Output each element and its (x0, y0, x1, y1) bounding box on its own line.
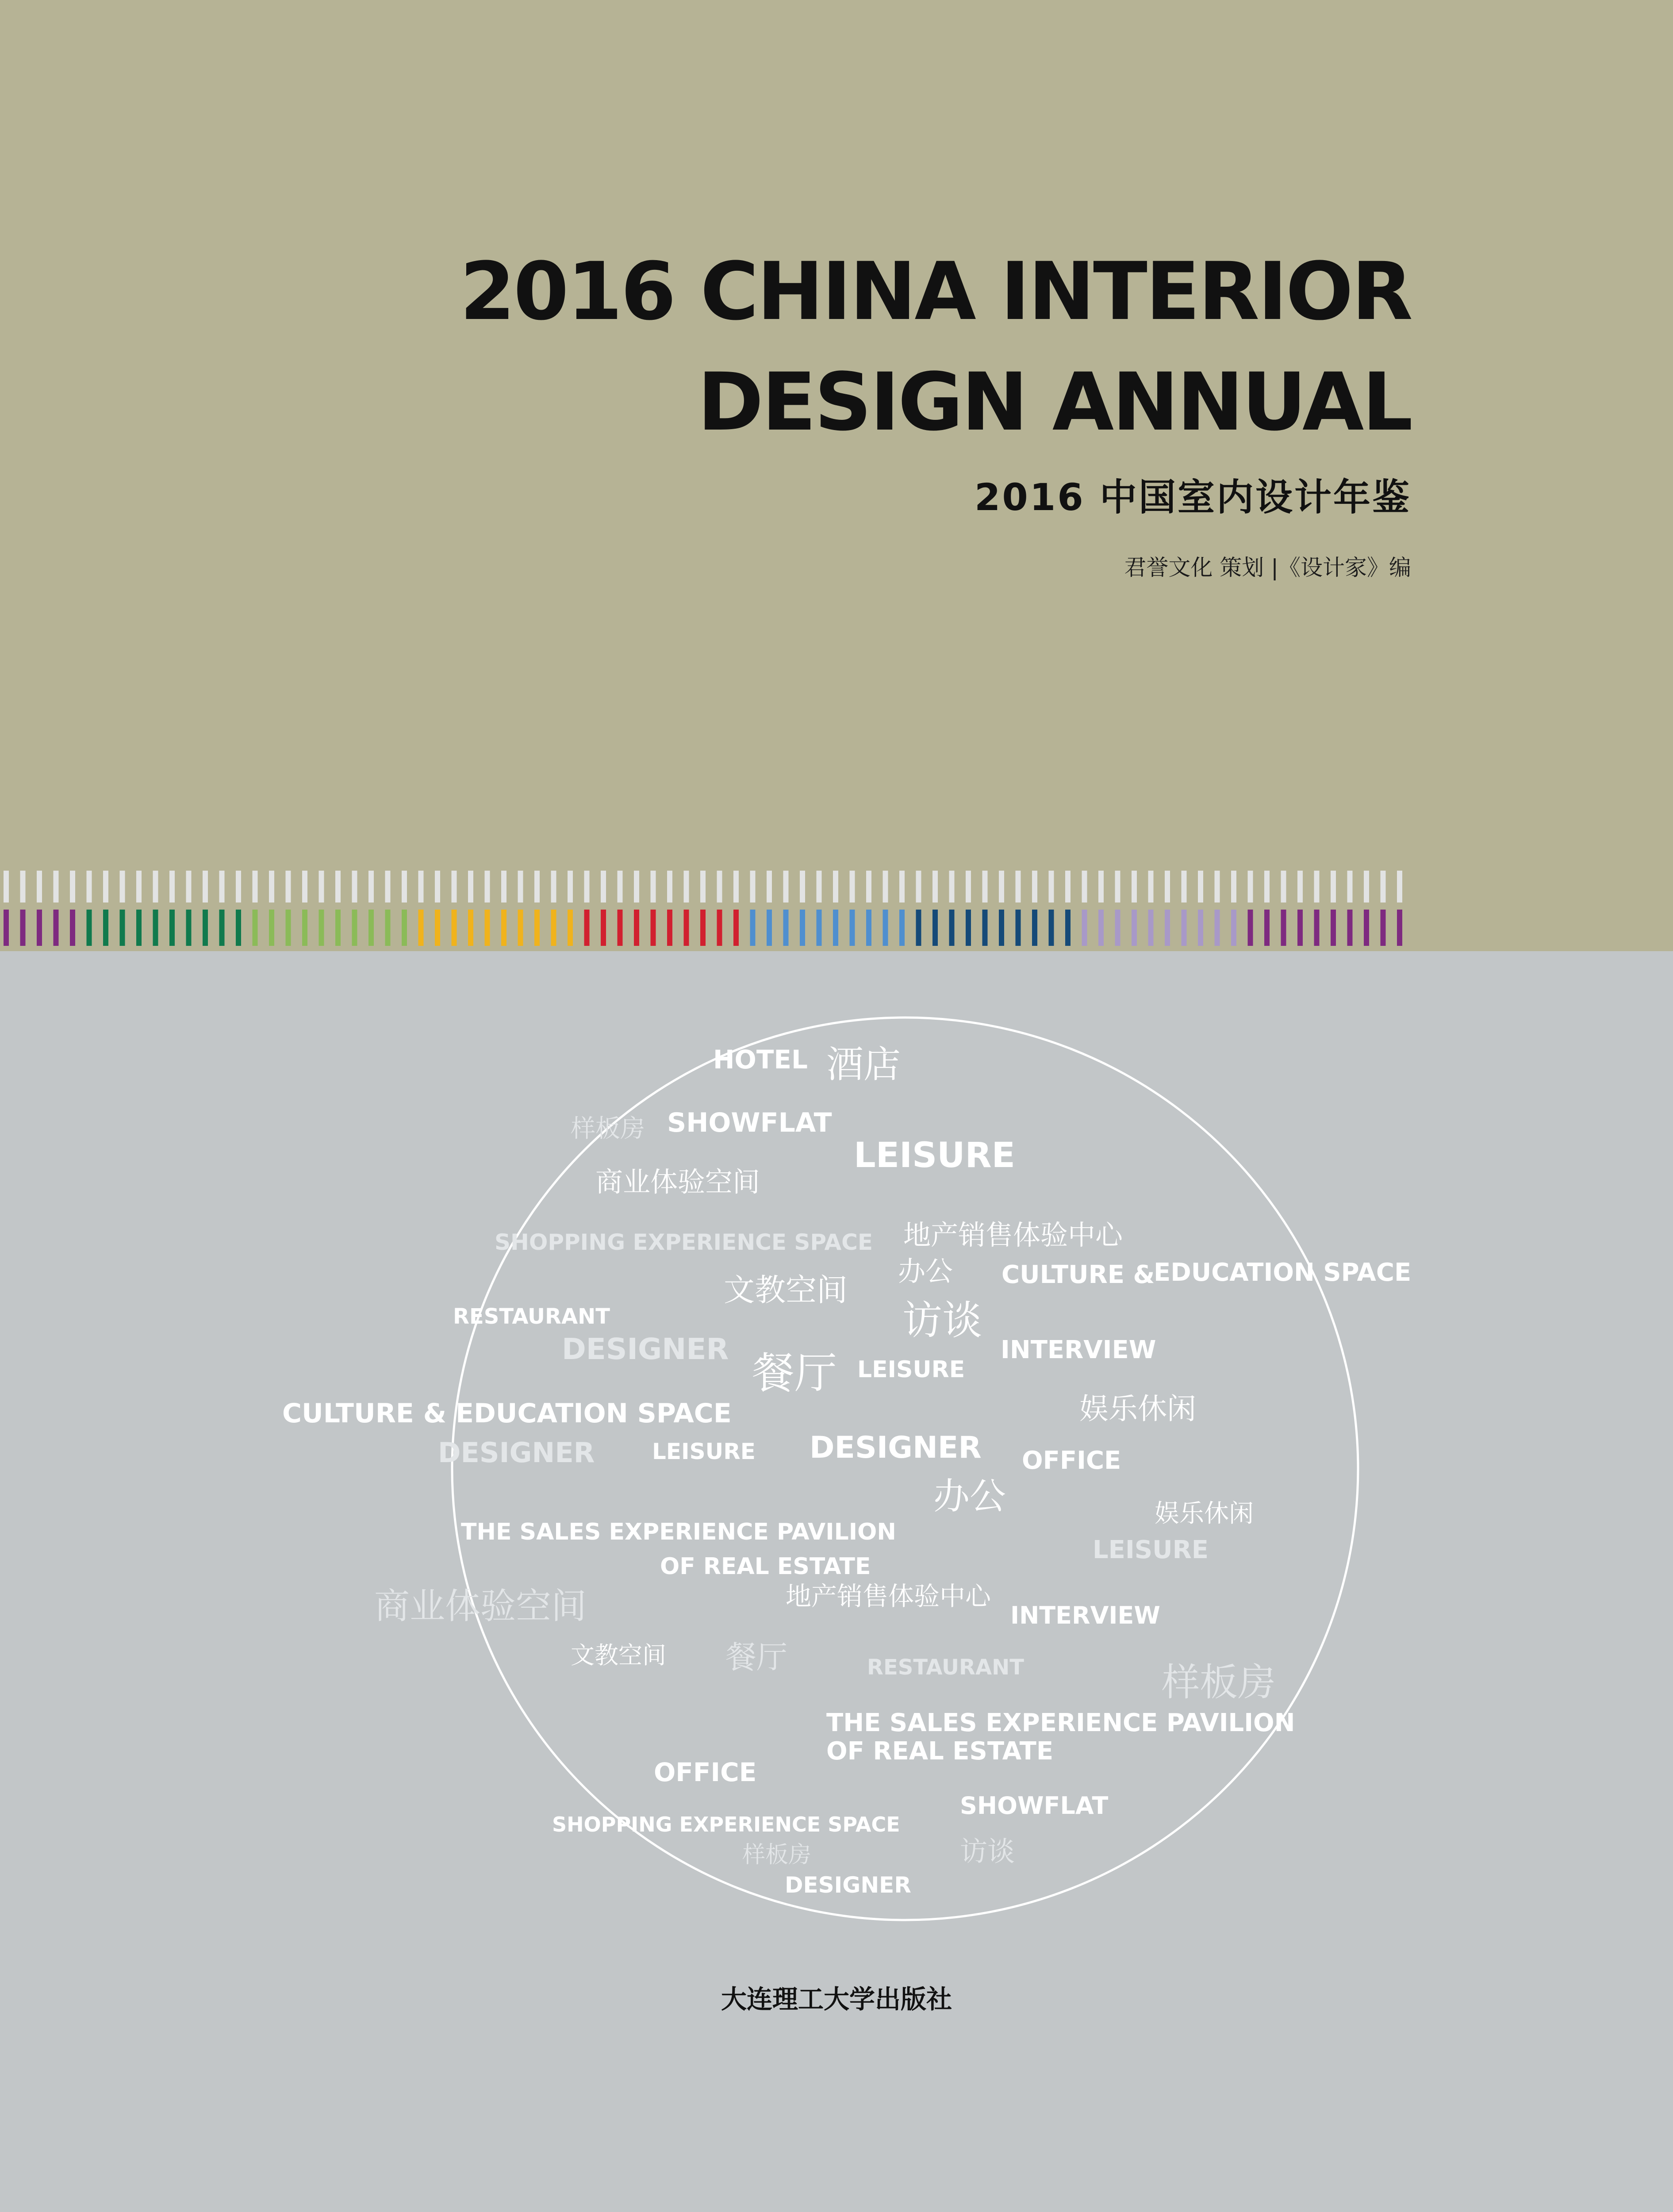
category-word: SHOPPING EXPERIENCE SPACE (552, 1813, 900, 1836)
stripe-upper (949, 871, 955, 902)
stripe-upper (452, 871, 457, 902)
stripe-upper (733, 871, 739, 902)
stripe-upper (1215, 871, 1220, 902)
stripe-upper (302, 871, 307, 902)
stripe-lower (1397, 910, 1402, 946)
stripe-lower (584, 910, 590, 946)
stripe-upper (335, 871, 341, 902)
stripe-lower (1364, 910, 1369, 946)
stripe-upper (684, 871, 689, 902)
stripe-lower (153, 910, 158, 946)
stripe-lower (618, 910, 623, 946)
stripe-upper (667, 871, 672, 902)
stripe-lower (949, 910, 955, 946)
stripe-upper (800, 871, 805, 902)
stripe-upper (1115, 871, 1120, 902)
stripe-lower (601, 910, 606, 946)
stripe-lower (236, 910, 241, 946)
stripe-upper (1347, 871, 1353, 902)
category-word-circle (0, 991, 1673, 1964)
stripe-lower (169, 910, 175, 946)
stripe-lower (452, 910, 457, 946)
stripe-upper (1198, 871, 1203, 902)
stripe-lower (1165, 910, 1170, 946)
stripe-lower (1331, 910, 1336, 946)
category-word: 访谈 (960, 1835, 1015, 1867)
stripe-lower (783, 910, 789, 946)
stripe-upper (153, 871, 158, 902)
stripe-lower (1132, 910, 1137, 946)
stripe-lower (269, 910, 274, 946)
stripe-upper (368, 871, 374, 902)
stripe-lower (750, 910, 756, 946)
category-word: 地产销售体验中心 (903, 1219, 1123, 1251)
category-word: 地产销售体验中心 (786, 1581, 991, 1611)
stripe-upper (418, 871, 424, 902)
stripe-upper (1297, 871, 1303, 902)
stripe-upper (435, 871, 440, 902)
stripe-lower (203, 910, 208, 946)
stripe-lower (1381, 910, 1386, 946)
category-word: 访谈 (902, 1297, 982, 1344)
stripe-lower (501, 910, 507, 946)
stripe-upper (236, 871, 241, 902)
stripe-lower (1215, 910, 1220, 946)
category-word: 样板房 (742, 1842, 812, 1868)
stripe-upper (186, 871, 192, 902)
stripe-upper (1082, 871, 1087, 902)
cover-top-band (0, 0, 1673, 951)
stripe-upper (1016, 871, 1021, 902)
stripe-upper (932, 871, 938, 902)
stripe-upper (20, 871, 26, 902)
stripe-lower (468, 910, 473, 946)
stripe-lower (402, 910, 407, 946)
stripe-upper (1281, 871, 1286, 902)
stripe-lower (1082, 910, 1087, 946)
category-word: SHOWFLAT (667, 1107, 832, 1138)
stripe-lower (1016, 910, 1021, 946)
stripe-lower (982, 910, 988, 946)
stripe-upper (1248, 871, 1253, 902)
stripe-lower (767, 910, 772, 946)
category-word: THE SALES EXPERIENCE PAVILION (826, 1709, 1295, 1737)
category-word: SHOPPING EXPERIENCE SPACE (495, 1229, 873, 1255)
stripe-lower (932, 910, 938, 946)
stripe-upper (87, 871, 92, 902)
category-word: RESTAURANT (867, 1655, 1025, 1680)
stripe-upper (999, 871, 1004, 902)
stripe-lower (1314, 910, 1320, 946)
category-word: OFFICE (654, 1757, 757, 1787)
stripe-lower (385, 910, 391, 946)
stripe-lower (4, 910, 9, 946)
category-word: 商业体验空间 (374, 1586, 587, 1627)
stripe-lower (1347, 910, 1353, 946)
category-word: OF REAL ESTATE (826, 1737, 1054, 1766)
category-word: DESIGNER (562, 1332, 729, 1366)
category-word: 办公 (898, 1255, 953, 1287)
stripe-upper (136, 871, 142, 902)
stripe-lower (319, 910, 324, 946)
publisher-name: 大连理工大学出版社 (721, 1984, 952, 2014)
stripe-lower (1248, 910, 1253, 946)
category-word: RESTAURANT (453, 1304, 610, 1329)
stripe-lower (136, 910, 142, 946)
stripe-upper (518, 871, 523, 902)
stripe-upper (982, 871, 988, 902)
stripe-lower (368, 910, 374, 946)
stripe-lower (966, 910, 971, 946)
stripe-lower (916, 910, 921, 946)
stripe-lower (120, 910, 125, 946)
stripe-lower (817, 910, 822, 946)
stripe-upper (1397, 871, 1402, 902)
stripe-upper (169, 871, 175, 902)
stripe-upper (1381, 871, 1386, 902)
stripe-upper (1148, 871, 1154, 902)
stripe-upper (1065, 871, 1071, 902)
category-word: 商业体验空间 (595, 1166, 760, 1198)
stripe-upper (485, 871, 490, 902)
stripe-upper (634, 871, 639, 902)
category-word: DESIGNER (438, 1436, 595, 1469)
stripe-upper (468, 871, 473, 902)
stripe-lower (1297, 910, 1303, 946)
stripe-upper (1182, 871, 1187, 902)
stripe-lower (20, 910, 26, 946)
chinese-subtitle: 2016 中国室内设计年鉴 (974, 476, 1411, 519)
category-word: INTERVIEW (1001, 1336, 1156, 1364)
category-word: LEISURE (652, 1439, 756, 1464)
category-word: DESIGNER (810, 1430, 982, 1465)
category-word: THE SALES EXPERIENCE PAVILION (461, 1519, 896, 1545)
stripe-upper (70, 871, 75, 902)
stripe-upper (103, 871, 108, 902)
stripe-lower (551, 910, 556, 946)
color-stripe-band (0, 871, 1673, 946)
stripe-upper (568, 871, 573, 902)
stripe-upper (4, 871, 9, 902)
stripe-upper (1364, 871, 1369, 902)
category-word: LEISURE (857, 1356, 965, 1383)
stripe-lower (302, 910, 307, 946)
stripe-lower (37, 910, 42, 946)
stripe-lower (899, 910, 905, 946)
stripe-lower (1198, 910, 1203, 946)
stripe-lower (1032, 910, 1037, 946)
stripe-lower (435, 910, 440, 946)
stripe-lower (833, 910, 838, 946)
stripe-upper (54, 871, 59, 902)
stripe-lower (1049, 910, 1054, 946)
category-word: DESIGNER (785, 1872, 911, 1898)
stripe-upper (1231, 871, 1236, 902)
stripe-lower (352, 910, 357, 946)
stripe-upper (1264, 871, 1270, 902)
stripe-upper (717, 871, 722, 902)
stripe-lower (1098, 910, 1104, 946)
stripe-upper (352, 871, 357, 902)
category-word: CULTURE & (1001, 1260, 1155, 1289)
stripe-lower (717, 910, 722, 946)
stripe-lower (800, 910, 805, 946)
category-word: HOTEL (713, 1045, 808, 1075)
stripe-lower (219, 910, 225, 946)
category-word: SHOWFLAT (960, 1792, 1109, 1820)
title-line-2: DESIGN ANNUAL (697, 356, 1411, 449)
category-word: 文教空间 (571, 1641, 666, 1669)
category-word: OF REAL ESTATE (660, 1553, 871, 1580)
stripe-upper (651, 871, 656, 902)
stripe-upper (767, 871, 772, 902)
category-word: OFFICE (1022, 1446, 1121, 1475)
stripe-upper (883, 871, 888, 902)
category-word: 酒店 (826, 1043, 901, 1086)
stripe-lower (999, 910, 1004, 946)
stripe-upper (286, 871, 291, 902)
stripe-lower (103, 910, 108, 946)
category-word: 文教空间 (724, 1272, 848, 1308)
stripe-upper (269, 871, 274, 902)
stripe-lower (87, 910, 92, 946)
editor-credit: 君誉文化 策划 |《设计家》编 (1124, 555, 1411, 580)
stripe-upper (253, 871, 258, 902)
stripe-lower (883, 910, 888, 946)
stripe-upper (37, 871, 42, 902)
stripe-upper (1314, 871, 1320, 902)
stripe-lower (186, 910, 192, 946)
stripe-upper (700, 871, 706, 902)
stripe-lower (70, 910, 75, 946)
stripe-upper (120, 871, 125, 902)
stripe-upper (1049, 871, 1054, 902)
category-word: CULTURE & EDUCATION SPACE (282, 1398, 732, 1429)
stripe-lower (568, 910, 573, 946)
category-word: LEISURE (1093, 1536, 1209, 1564)
stripe-lower (651, 910, 656, 946)
category-word: 样板房 (571, 1114, 645, 1143)
stripe-lower (700, 910, 706, 946)
stripe-lower (1115, 910, 1120, 946)
stripe-upper (584, 871, 590, 902)
stripe-upper (319, 871, 324, 902)
stripe-upper (219, 871, 225, 902)
stripe-upper (203, 871, 208, 902)
stripe-lower (1148, 910, 1154, 946)
category-word: 样板房 (1162, 1660, 1276, 1705)
stripe-upper (1098, 871, 1104, 902)
stripe-lower (534, 910, 540, 946)
category-word: 娱乐休闲 (1079, 1392, 1196, 1426)
stripe-lower (866, 910, 871, 946)
stripe-upper (850, 871, 855, 902)
stripe-lower (1065, 910, 1071, 946)
stripe-upper (866, 871, 871, 902)
stripe-upper (501, 871, 507, 902)
title-line-1: 2016 CHINA INTERIOR (460, 246, 1411, 338)
stripe-upper (750, 871, 756, 902)
category-word: LEISURE (854, 1136, 1015, 1175)
stripe-lower (418, 910, 424, 946)
stripe-upper (783, 871, 789, 902)
stripe-upper (551, 871, 556, 902)
stripe-lower (253, 910, 258, 946)
category-word: 娱乐休闲 (1155, 1499, 1254, 1528)
stripe-upper (833, 871, 838, 902)
stripe-upper (817, 871, 822, 902)
stripe-lower (1182, 910, 1187, 946)
stripe-upper (916, 871, 921, 902)
stripe-lower (684, 910, 689, 946)
category-word: INTERVIEW (1010, 1601, 1160, 1629)
stripe-upper (1132, 871, 1137, 902)
category-word: 餐厅 (752, 1348, 837, 1398)
stripe-upper (534, 871, 540, 902)
stripe-lower (1231, 910, 1236, 946)
stripe-lower (733, 910, 739, 946)
stripe-upper (601, 871, 606, 902)
stripe-upper (1331, 871, 1336, 902)
stripe-lower (485, 910, 490, 946)
stripe-upper (385, 871, 391, 902)
stripe-upper (1165, 871, 1170, 902)
stripe-upper (618, 871, 623, 902)
stripe-lower (1281, 910, 1286, 946)
category-word: EDUCATION SPACE (1154, 1258, 1412, 1287)
stripe-upper (899, 871, 905, 902)
stripe-lower (667, 910, 672, 946)
stripe-lower (634, 910, 639, 946)
category-word: 餐厅 (725, 1639, 787, 1675)
stripe-lower (518, 910, 523, 946)
stripe-lower (54, 910, 59, 946)
stripe-lower (1264, 910, 1270, 946)
stripe-upper (966, 871, 971, 902)
stripe-lower (335, 910, 341, 946)
category-word: 办公 (933, 1475, 1006, 1517)
stripe-upper (402, 871, 407, 902)
stripe-upper (1032, 871, 1037, 902)
stripe-lower (850, 910, 855, 946)
stripe-lower (286, 910, 291, 946)
